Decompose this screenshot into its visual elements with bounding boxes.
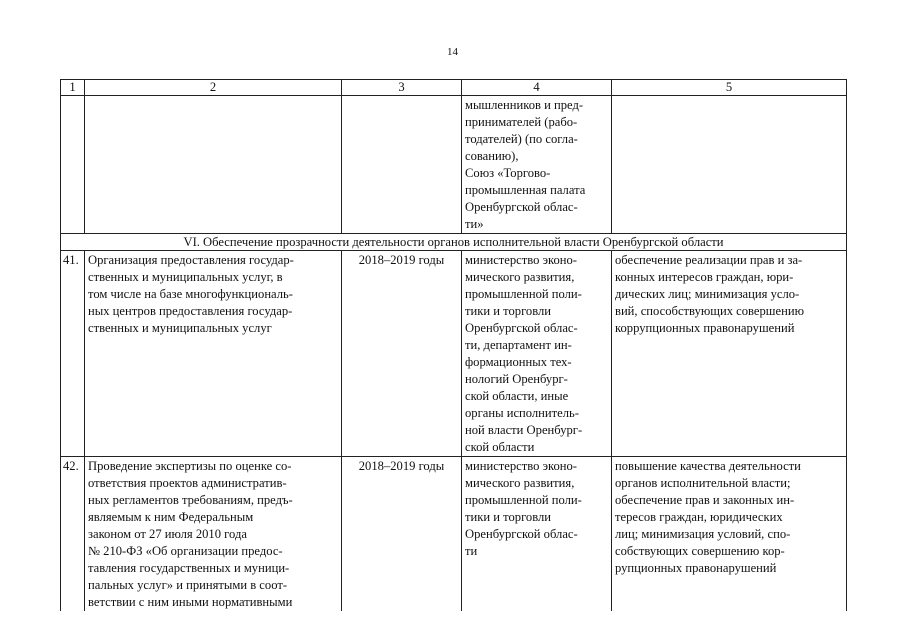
executor-line: мышленников и пред- (465, 98, 584, 112)
measure-line: № 210-ФЗ «Об организации предос- (88, 544, 283, 558)
executor-line: ти, департамент ин- (465, 338, 572, 352)
measure-line: ных регламентов требованиям, предъ- (88, 493, 293, 507)
measures-table (60, 79, 847, 611)
executor-line: тики и торговли (465, 510, 552, 524)
measure-line: том числе на базе многофункциональ- (88, 287, 293, 301)
executor-line: министерство эконо- (465, 253, 577, 267)
result-line: собствующих совершению кор- (615, 544, 785, 558)
continuation-executors-cell (462, 96, 612, 234)
measure-cell (85, 457, 342, 612)
executor-line: органы исполнитель- (465, 406, 579, 420)
measure-line: являемым к ним Федеральным (88, 510, 254, 524)
executor-line: тики и торговли (465, 304, 552, 318)
executor-line: министерство эконо- (465, 459, 577, 473)
result-line: повышение качества деятельности (615, 459, 801, 473)
header-col-4: 4 (462, 80, 612, 96)
continuation-number-cell (61, 96, 85, 234)
measure-line: тавления государственных и муници- (88, 561, 290, 575)
executor-line: мического развития, (465, 476, 575, 490)
result-line: органов исполнительной власти; (615, 476, 791, 490)
header-col-1: 1 (61, 80, 85, 96)
result-line: обеспечение прав и законных ин- (615, 493, 795, 507)
result-line: дических лиц; минимизация усло- (615, 287, 800, 301)
continuation-row (61, 96, 847, 234)
executors-cell (462, 251, 612, 457)
result-line: рупционных правонарушений (615, 561, 777, 575)
result-line: коррупционных правонарушений (615, 321, 795, 335)
executor-line: Оренбургской облас- (465, 321, 578, 335)
header-col-2: 2 (85, 80, 342, 96)
term-cell: 2018–2019 годы (342, 251, 462, 457)
executor-line: промышленной поли- (465, 287, 582, 301)
table-header-row (61, 80, 847, 96)
executor-line: ти (465, 544, 478, 558)
measure-line: ветствии с ним иными нормативными (88, 595, 293, 609)
executor-line: ти» (465, 217, 484, 231)
result-line: лиц; минимизация условий, спо- (615, 527, 791, 541)
section-heading-row (61, 234, 847, 251)
page-number: 14 (447, 46, 458, 58)
measure-line: Организация предоставления государ- (88, 253, 294, 267)
executors-cell (462, 457, 612, 612)
table-row (61, 457, 847, 612)
executor-line: ской области (465, 440, 535, 454)
executor-line: нологий Оренбург- (465, 372, 568, 386)
executor-line: Оренбургской облас- (465, 200, 578, 214)
header-col-3: 3 (342, 80, 462, 96)
executor-line: Союз «Торгово- (465, 166, 551, 180)
header-col-5: 5 (612, 80, 847, 96)
result-cell (612, 457, 847, 612)
executor-line: Оренбургской облас- (465, 527, 578, 541)
executor-line: сованию), (465, 149, 519, 163)
executor-line: промышленная палата (465, 183, 586, 197)
measure-line: ответствия проектов административ- (88, 476, 287, 490)
executor-line: принимателей (рабо- (465, 115, 578, 129)
table-row (61, 251, 847, 457)
executor-line: ской области, иные (465, 389, 569, 403)
measure-cell (85, 251, 342, 457)
row-number: 41. (61, 251, 85, 457)
result-line: вий, способствующих совершению (615, 304, 804, 318)
result-line: конных интересов граждан, юри- (615, 270, 794, 284)
term-cell: 2018–2019 годы (342, 457, 462, 612)
continuation-measure-cell (85, 96, 342, 234)
executor-line: формационных тех- (465, 355, 572, 369)
result-line: тересов граждан, юридических (615, 510, 783, 524)
section-title: VI. Обеспечение прозрачности деятельности органов исполнительной власти Оренбургской области (61, 234, 847, 251)
executor-line: ной власти Оренбург- (465, 423, 583, 437)
result-cell (612, 251, 847, 457)
measure-line: законом от 27 июля 2010 года (88, 527, 247, 541)
result-line: обеспечение реализации прав и за- (615, 253, 803, 267)
measure-line: Проведение экспертизы по оценке со- (88, 459, 292, 473)
executor-line: тодателей) (по согла- (465, 132, 578, 146)
row-number: 42. (61, 457, 85, 612)
measure-line: ственных и муниципальных услуг (88, 321, 272, 335)
continuation-result-cell (612, 96, 847, 234)
continuation-term-cell (342, 96, 462, 234)
measure-line: пальных услуг» и принятыми в соот- (88, 578, 288, 592)
measure-line: ственных и муниципальных услуг, в (88, 270, 283, 284)
executor-line: промышленной поли- (465, 493, 582, 507)
measure-line: ных центров предоставления государ- (88, 304, 293, 318)
executor-line: мического развития, (465, 270, 575, 284)
